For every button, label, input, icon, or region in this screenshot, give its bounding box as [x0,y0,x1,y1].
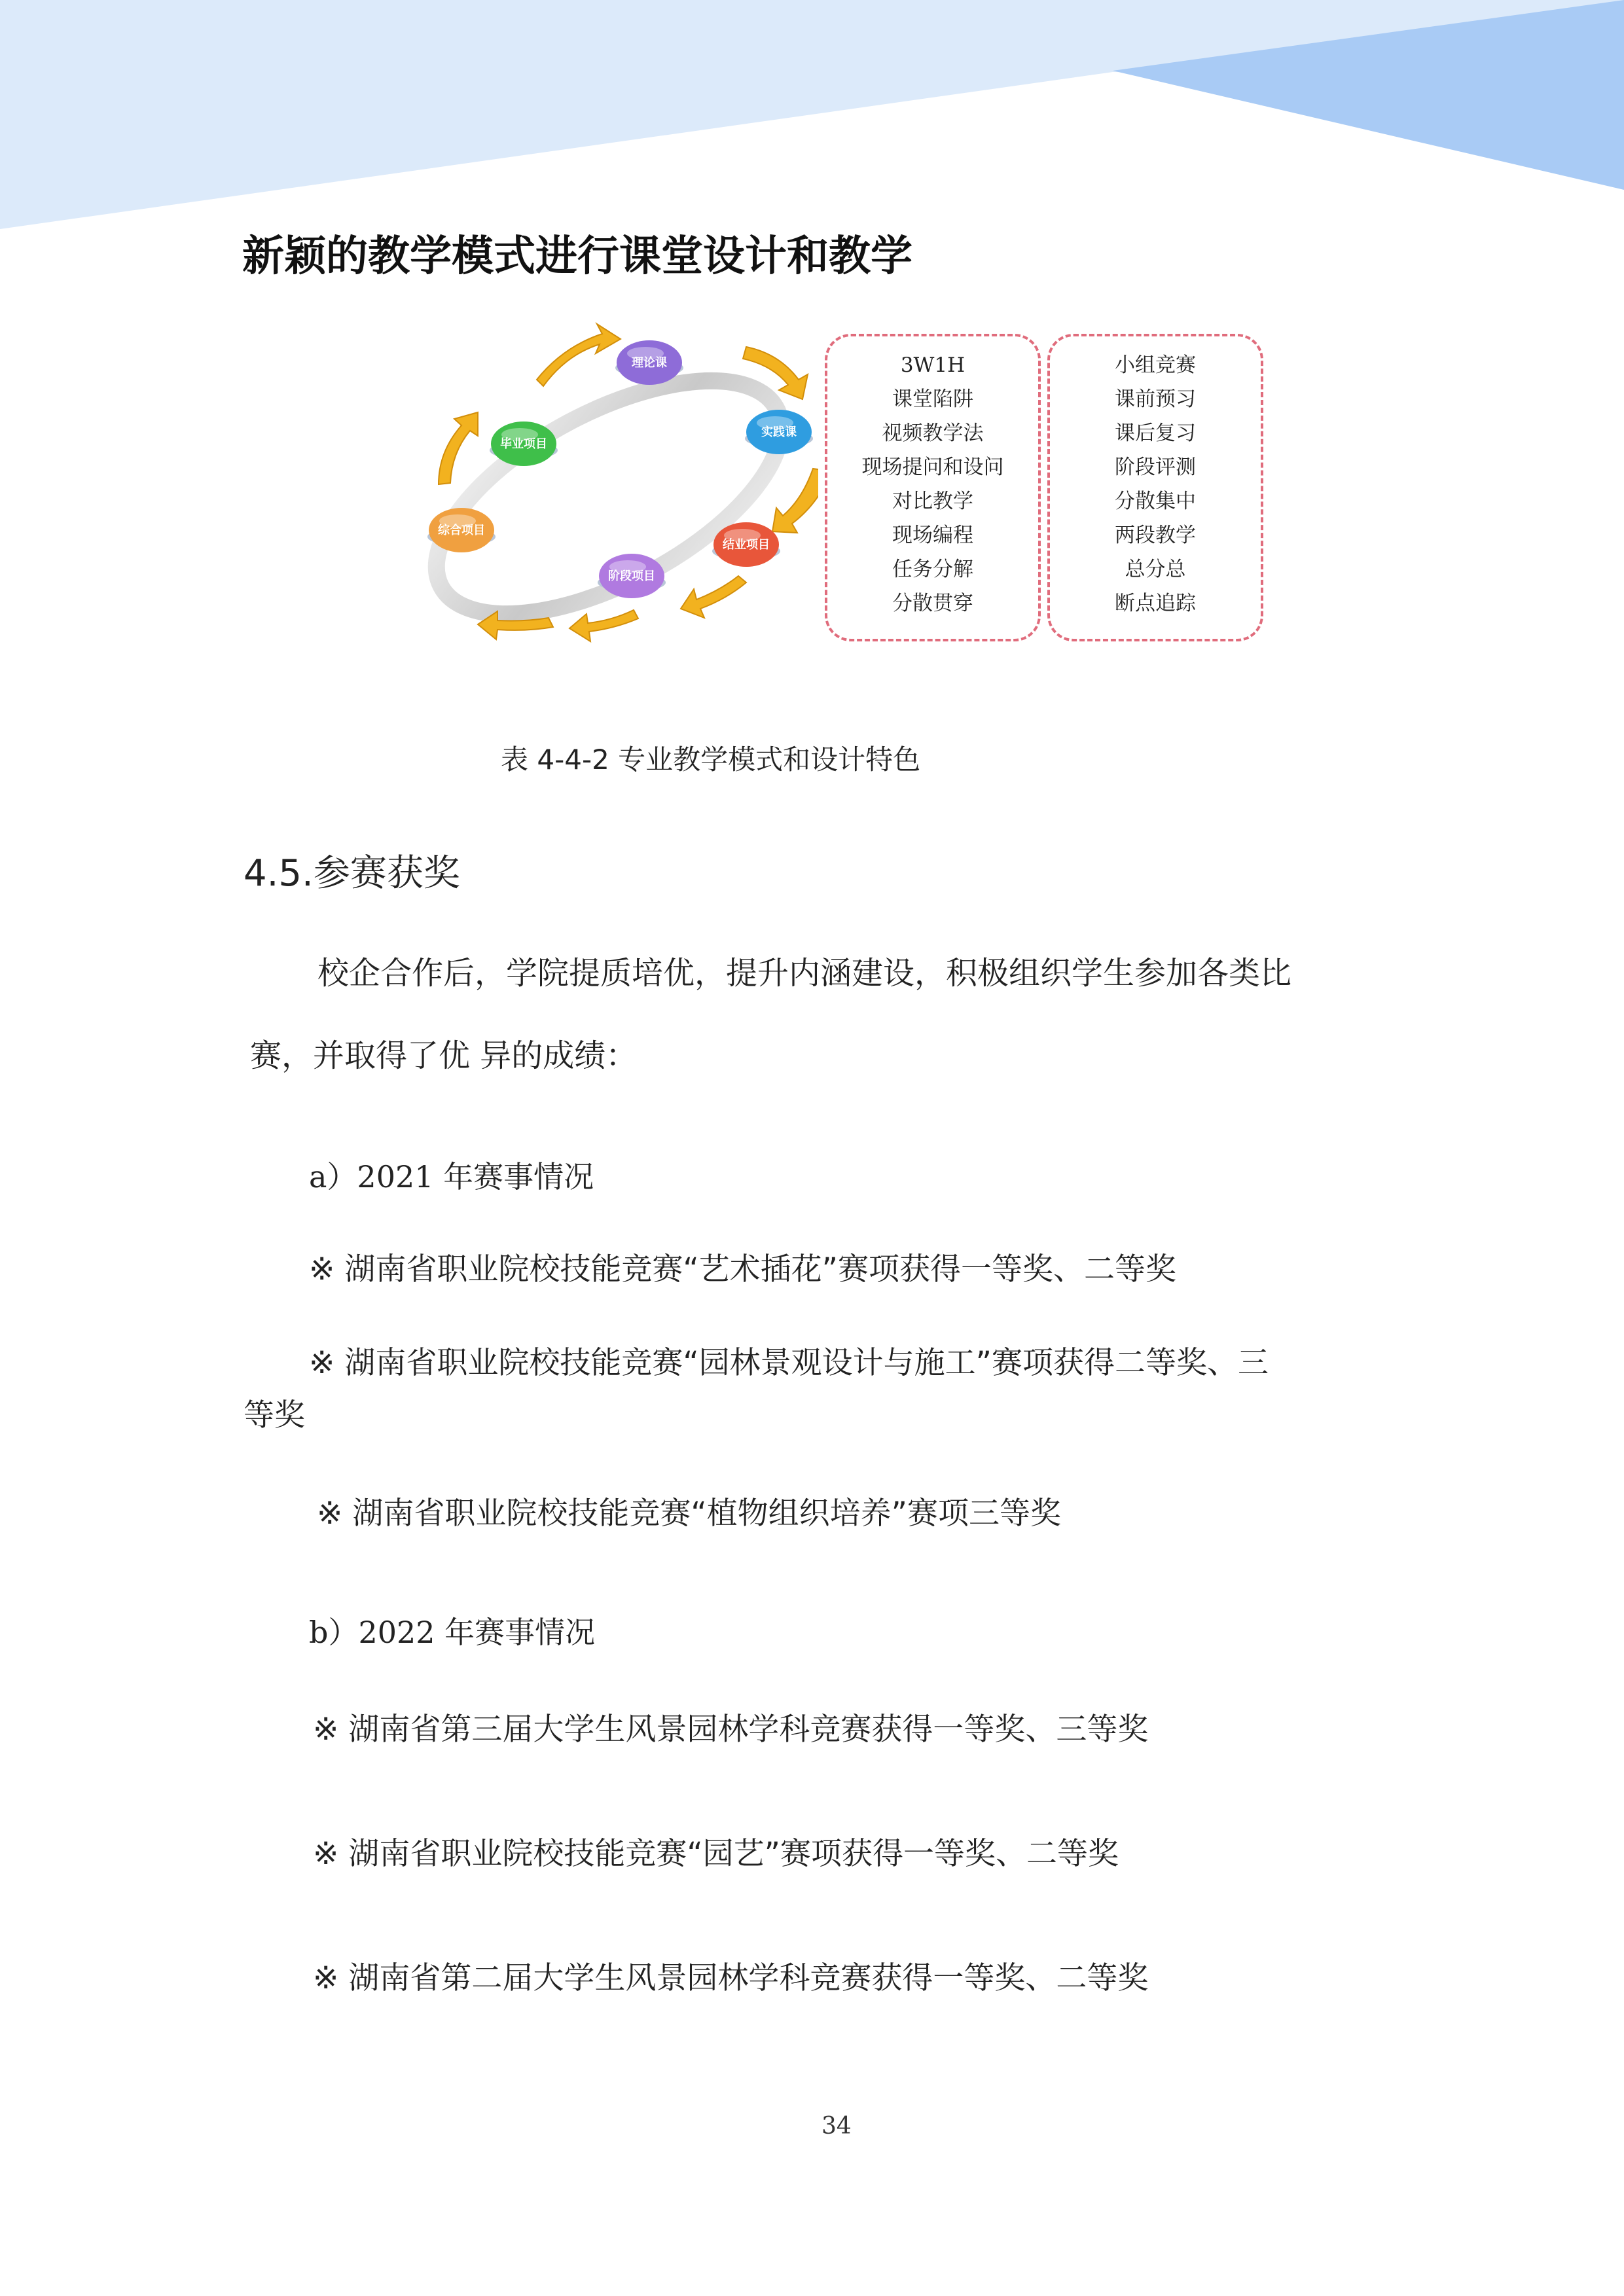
award-item: ※ 湖南省职业院校技能竞赛“园林景观设计与施工”赛项获得二等奖、三 [309,1345,1269,1381]
list-item: 任务分解 [892,558,973,581]
list-item: 3W1H [900,353,965,377]
node-label-theory: 理论课 [632,356,667,370]
award-item: ※ 湖南省第二届大学生风景园林学科竞赛获得一等奖、二等奖 [313,1960,1149,1996]
teaching-methods-panel [825,334,1041,641]
cycle-ring [412,333,816,662]
arrow-icon [681,576,746,618]
list-item: 总分总 [1125,558,1186,581]
list-item: 现场提问和设问 [861,456,1004,479]
list-item: 对比教学 [892,490,973,513]
node-label-graduation: 毕业项目 [500,437,547,451]
node-label-practice: 实践课 [761,425,797,439]
list-item: 小组竞赛 [1115,353,1196,377]
arrow-icon [569,610,638,641]
cycle-diagram [412,308,818,674]
list-item: 视频教学法 [882,422,984,445]
node-label-comprehensive: 综合项目 [438,524,485,537]
award-item: ※ 湖南省第三届大学生风景园林学科竞赛获得一等奖、三等奖 [313,1712,1149,1748]
list-item: 课堂陷阱 [892,387,973,411]
page-number: 34 [821,2113,852,2140]
award-item: ※ 湖南省职业院校技能竞赛“艺术插花”赛项获得一等奖、二等奖 [309,1251,1177,1287]
list-item: 阶段评测 [1115,456,1196,479]
section-title: 4.5.参赛获奖 [244,852,460,895]
award-item-continued: 等奖 [244,1397,305,1433]
design-features-panel [1047,334,1263,641]
list-item: 分散集中 [1115,490,1196,513]
node-label-stage: 阶段项目 [608,569,655,583]
body-paragraph-line: 校企合作后，学院提质培优，提升内涵建设，积极组织学生参加各类比 [317,955,1292,992]
year-subheading: b）2022 年赛事情况 [309,1615,596,1650]
list-item: 课前预习 [1115,387,1196,411]
node-label-final: 结业项目 [723,538,770,552]
arrow-icon [439,412,478,484]
year-subheading: a）2021 年赛事情况 [309,1159,594,1194]
award-item: ※ 湖南省职业院校技能竞赛“植物组织培养”赛项三等奖 [317,1496,1062,1532]
arrow-icon [772,469,818,533]
header-banner [0,0,1624,236]
body-paragraph-line: 赛，并取得了优 异的成绩： [250,1037,638,1074]
list-item: 现场编程 [892,524,973,547]
list-item: 分散贯穿 [892,592,973,615]
figure-caption: 表 4-4-2 专业教学模式和设计特色 [501,744,921,776]
page-heading: 新颖的教学模式进行课堂设计和教学 [242,232,912,281]
list-item: 课后复习 [1115,422,1196,445]
list-item: 两段教学 [1115,524,1196,547]
award-item: ※ 湖南省职业院校技能竞赛“园艺”赛项获得一等奖、二等奖 [313,1836,1119,1872]
list-item: 断点追踪 [1115,592,1196,615]
arrow-icon [537,324,621,386]
node-practice [745,410,813,454]
teaching-model-diagram [412,308,1276,674]
